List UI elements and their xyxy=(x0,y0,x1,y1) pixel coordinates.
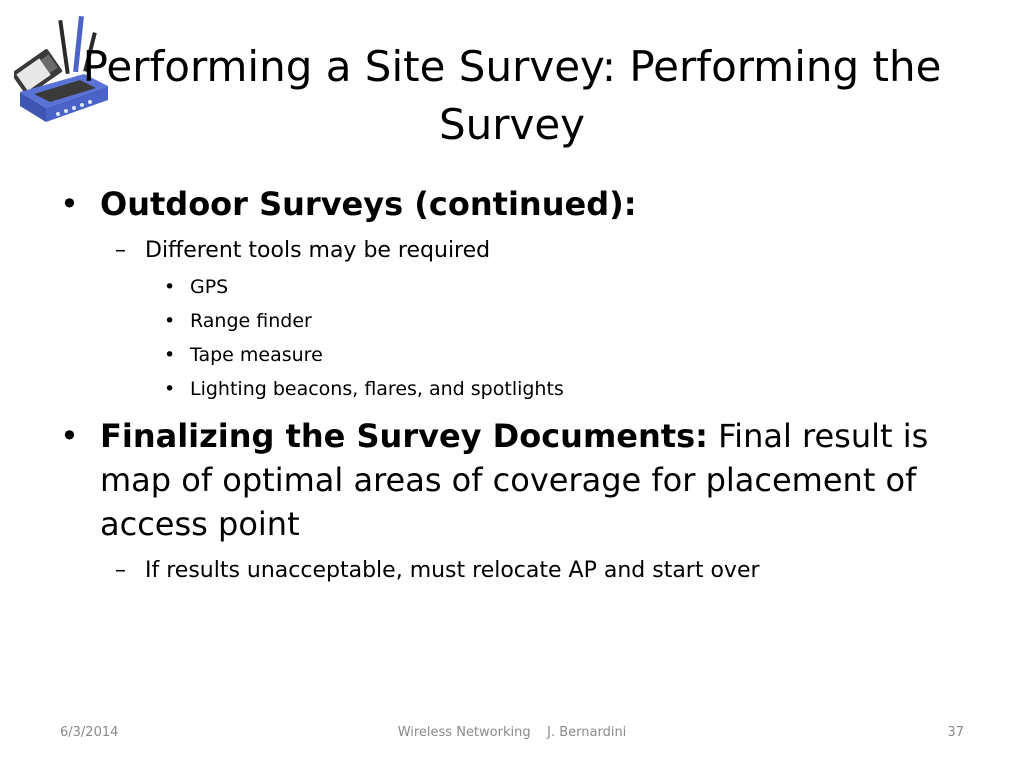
sub-bullet-text: If results unacceptable, must relocate AP and start over xyxy=(145,558,760,583)
footer-course: Wireless Networking J. Bernardini xyxy=(397,725,627,740)
tool-item-text: Range finder xyxy=(190,310,312,332)
bullet-body: Final result is map of optimal areas of coverage for placement of access point xyxy=(100,417,939,543)
bullet-glyph: • xyxy=(164,310,176,332)
bullet-glyph: • xyxy=(60,417,79,455)
bullet-glyph: • xyxy=(164,378,176,400)
tool-item-range-finder xyxy=(60,308,960,334)
bullet-list xyxy=(60,182,960,586)
tool-item-gps xyxy=(60,274,960,300)
bullet-heading: Finalizing the Survey Documents: xyxy=(100,417,708,455)
slide-title: Performing a Site Survey: Performing the Survey xyxy=(82,42,942,149)
dash-glyph: – xyxy=(115,558,126,583)
footer-page-number: 37 xyxy=(947,725,964,740)
tool-item-tape-measure xyxy=(60,342,960,368)
tool-item-lighting xyxy=(60,376,960,402)
sub-bullet-text: Different tools may be required xyxy=(145,238,491,263)
dash-glyph: – xyxy=(115,238,126,263)
bullet-glyph: • xyxy=(164,276,176,298)
tool-item-text: Lighting beacons, flares, and spotlights xyxy=(190,378,564,400)
tool-item-text: GPS xyxy=(190,276,229,298)
sub-bullet-tools xyxy=(60,236,960,266)
bullet-outdoor-surveys xyxy=(60,182,960,226)
tool-item-text: Tape measure xyxy=(190,344,323,366)
sub-bullet-relocate xyxy=(60,556,960,586)
bullet-glyph: • xyxy=(164,344,176,366)
footer-date: 6/3/2014 xyxy=(60,725,119,740)
bullet-finalizing xyxy=(60,414,960,546)
bullet-heading: Outdoor Surveys (continued): xyxy=(100,185,637,223)
bullet-glyph: • xyxy=(60,185,79,223)
